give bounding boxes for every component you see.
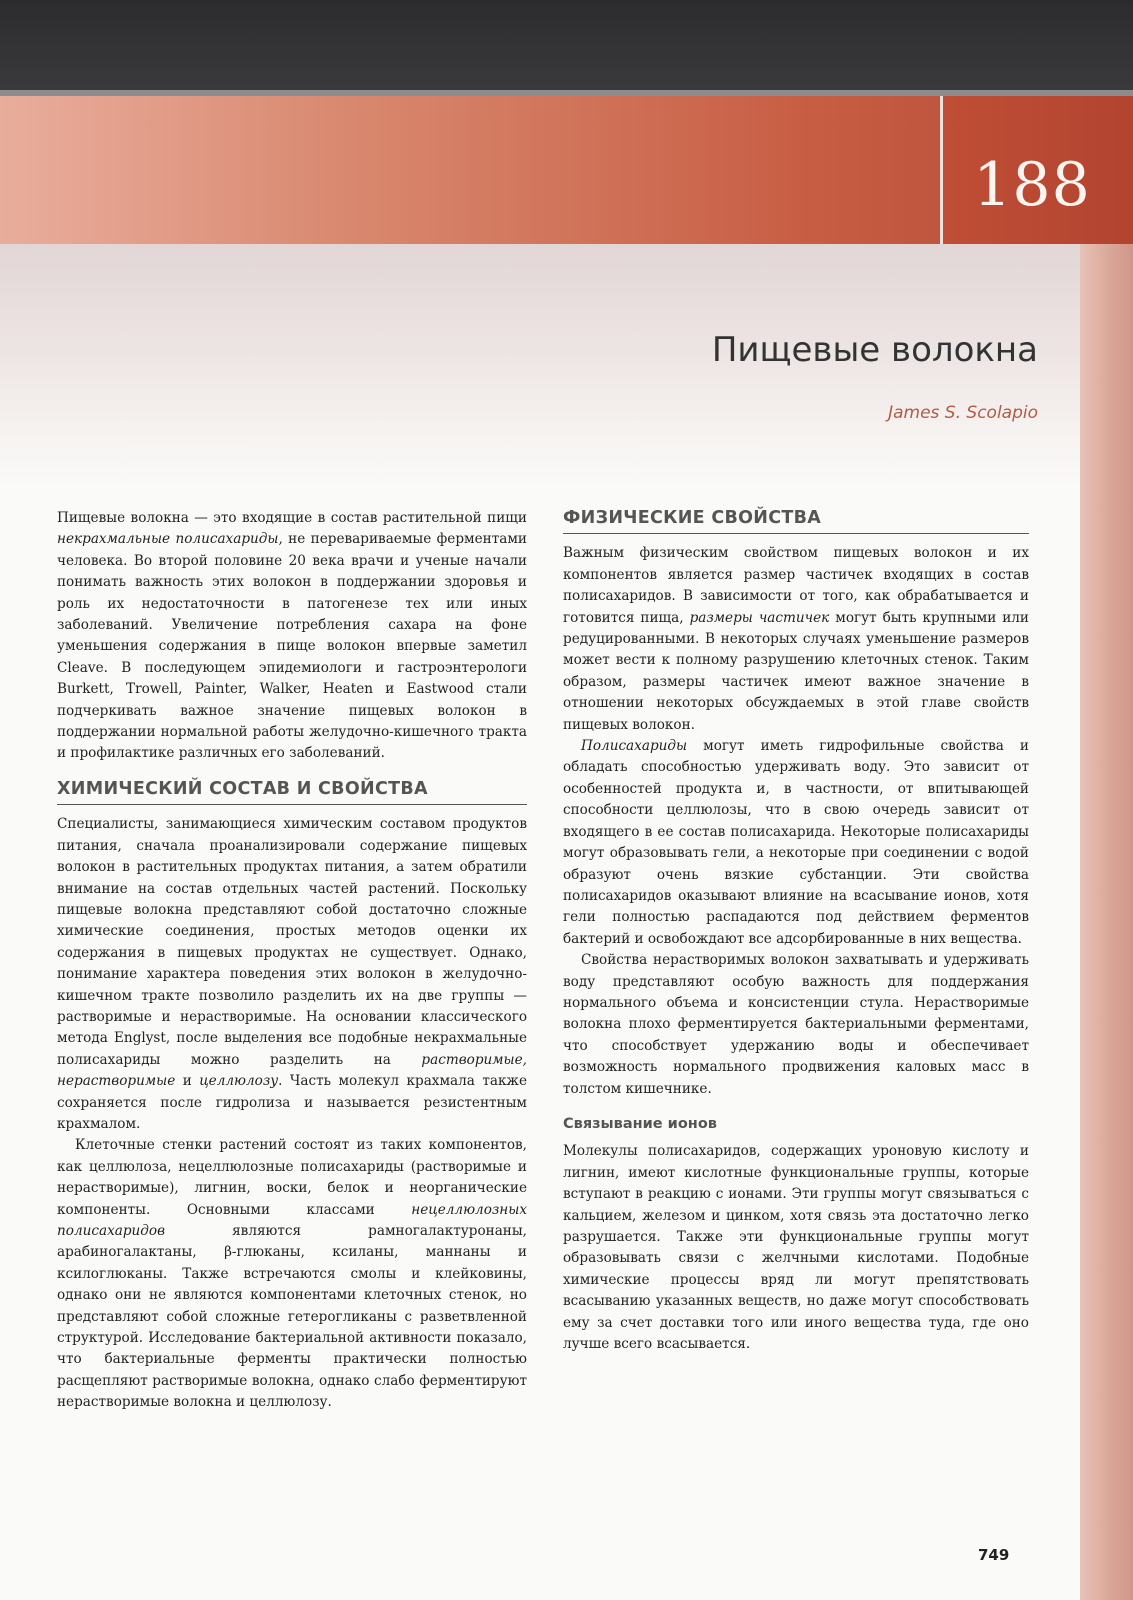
section-heading-chemistry: ХИМИЧЕСКИЙ СОСТАВ И СВОЙСТВА xyxy=(57,779,527,805)
top-dark-band xyxy=(0,0,1133,90)
right-column xyxy=(563,508,1029,1355)
left-column xyxy=(57,508,527,1414)
italic-term: нецеллюлозных полисахаридов xyxy=(57,1201,527,1239)
italic-term: размеры частичек xyxy=(689,609,830,626)
text-run: Важным физическим свойством пищевых волокон и их компонентов является размер частичек входящих в состав полисахаридов. В зависимости от того, как обрабатывается и готовится пища, xyxy=(563,545,1029,626)
text-run: могут иметь гидрофильные свойства и обладать способностью удерживать воду. Это зависит от особенностей продукта и, в частности, от впитывающей способности целлюлозы, что в свою очередь зависит от входящего в ее состав полисахарида. Некоторые полисахариды могут образовывать гели, а некоторые при соединении с водой образуют очень вязкие субстанции. Эти свойства полисахаридов оказывают влияние на всасывание ионов, хотя гели полностью распадаются под действием ферментов бактерий и освобождают все адсорбированные в них вещества. xyxy=(563,738,1029,947)
side-color-strip xyxy=(1080,244,1133,1600)
chapter-author: James S. Scolapio xyxy=(888,403,1038,423)
text-run: могут быть крупными или редуцированными. В некоторых случаях уменьшение размеров может вести к полному разрушению клеточных стенок. Таким образом, размеры частичек имеют важное значение в отношении некоторых обсуждаемых в этой главе свойств пищевых волокон. xyxy=(563,609,1029,733)
text-run: , не перевариваемые ферментами человека. Во второй половине 20 века врачи и ученые начали понимать важность этих волокон в поддержании здоровья и роль их недостаточности в патогенезе тех или иных заболеваний. Увеличение потребления сахара на фоне уменьшения содержания в пище волокон впервые заметил Cleave. В последующем эпидемиологи и гастроэнтерологи Burkett, Trowell, Painter, Walker, Heaten и Eastwood стали подчеркивать важное значение пищевых волокон в поддержании нормальной работы желудочно-кишечного тракта и профилактике различных его заболеваний. xyxy=(57,531,527,762)
subheading-ion-binding: Связывание ионов xyxy=(563,1115,717,1132)
intro-paragraph xyxy=(57,508,527,765)
chapter-number: 188 xyxy=(973,150,1091,220)
italic-term: растворимые, нерастворимые xyxy=(57,1051,527,1090)
physical-paragraph-2 xyxy=(563,736,1029,950)
ion-binding-paragraph xyxy=(563,1141,1029,1355)
text-run: являются рамногалактуронаны, арабиногалактаны, β-глюканы, ксиланы, маннаны и ксилоглюканы. Также встречаются смолы и клейковины, однако они не являются компонентами клеточных стенок, но представляют собой сложные гетерогликаны с разветвленной структурой. Исследование бактериальной активности показало, что бактериальные ферменты практически полностью расщепляют растворимые волокна, однако слабо ферментируют нерастворимые волокна и целлюлозу. xyxy=(57,1223,527,1411)
italic-term: некрахмальные полисахариды xyxy=(57,531,279,548)
italic-term: целлюлозу xyxy=(199,1073,279,1090)
section-heading-physical: ФИЗИЧЕСКИЕ СВОЙСТВА xyxy=(563,508,1029,534)
chemistry-paragraph-1 xyxy=(57,814,527,1135)
text-run: Молекулы полисахаридов, содержащих уроновую кислоту и лигнин, имеют кислотные функциональные группы, которые вступают в реакцию с ионами. Эти группы могут связываться с кальцием, железом и цинком, хотя связь эта достаточно легко разрушается. Также эти функциональные группы могут образовывать связи с желчными кислотами. Подобные химические процессы вряд ли могут препятствовать всасыванию указанных веществ, но даже могут способствовать ему за счет доставки того или иного вещества туда, где оно лучше всего всасывается. xyxy=(563,1143,1029,1353)
chemistry-paragraph-2 xyxy=(57,1135,527,1413)
text-run: . Часть молекул крахмала также сохраняется после гидролиза и называется резистентным крахмалом. xyxy=(57,1073,527,1132)
italic-term: Полисахариды xyxy=(581,738,688,755)
physical-paragraph-3 xyxy=(563,950,1029,1100)
chapter-title: Пищевые волокна xyxy=(711,330,1038,370)
text-run: Свойства нерастворимых волокон захватывать и удерживать воду представляют особую важность для поддержания нормального объема и консистенции стула. Нерастворимые волокна плохо ферментируется бактериальными ферментами, что способствует удержанию воды и обеспечивает возможность нормального продвижения каловых масс в толстом кишечнике. xyxy=(563,952,1029,1097)
text-run: и xyxy=(175,1073,200,1090)
page-number: 749 xyxy=(978,1546,1010,1564)
text-run: Клеточные стенки растений состоят из таких компонентов, как целлюлоза, нецеллюлозные полисахариды (растворимые и нерастворимые), лигнин, воски, белок и неорганические компоненты. Основными классами xyxy=(57,1137,527,1218)
physical-paragraph-1 xyxy=(563,543,1029,736)
text-run: Пищевые волокна — это входящие в состав растительной пищи xyxy=(57,510,527,526)
text-run: Специалисты, занимающиеся химическим составом продуктов питания, сначала проанализировали содержание пищевых волокон в растительных продуктах питания, а затем обратили внимание на состав отдельных частей растений. Поскольку пищевые волокна представляют собой достаточно сложные химические соединения, простых методов оценки их содержания в пищевых продуктах не существует. Однако, понимание характера поведения этих волокон в желудочно-кишечном тракте позволило разделить их на две группы — растворимые и нерастворимые. На основании классического метода Englyst, после выделения все подобные некрахмальные полисахариды можно разделить на xyxy=(57,816,527,1068)
